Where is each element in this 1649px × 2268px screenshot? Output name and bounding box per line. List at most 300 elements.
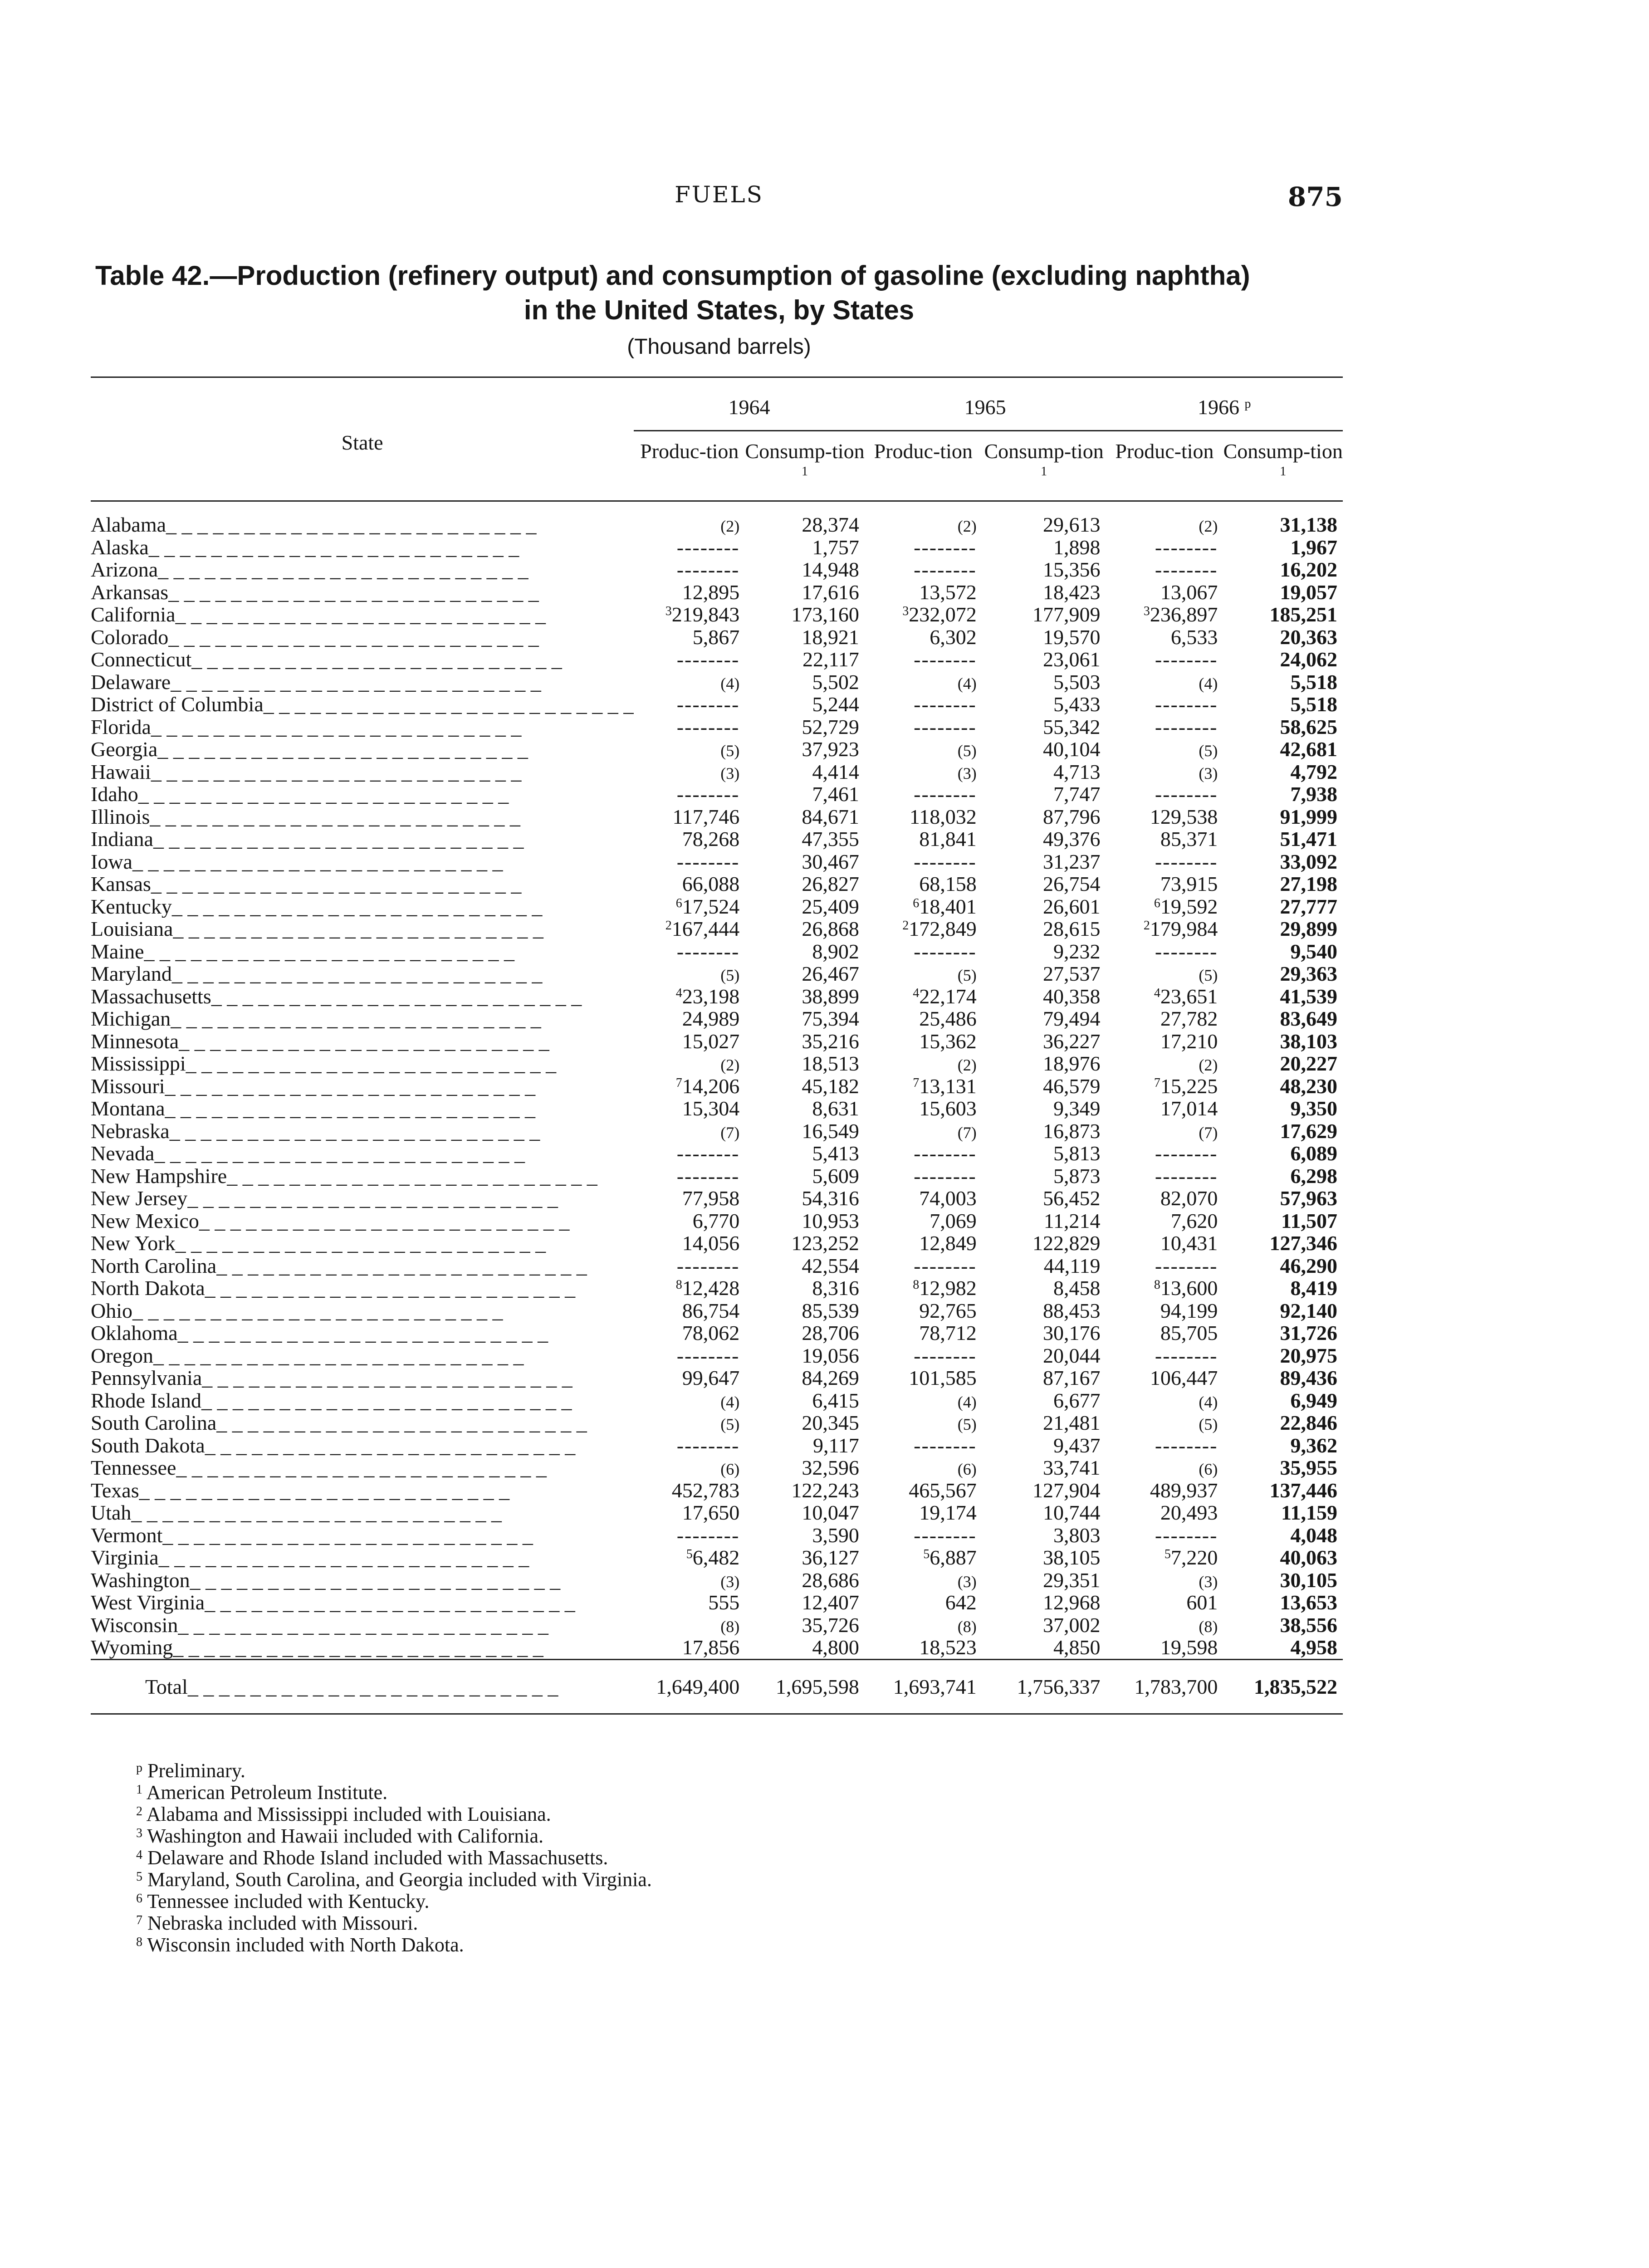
production-cell [1106, 581, 1223, 604]
consumption-cell [982, 738, 1106, 761]
production-cell [1106, 761, 1223, 783]
footnote-text: Tennessee included with Kentucky. [147, 1890, 430, 1912]
consumption-cell [1223, 648, 1343, 671]
footnote-ref: (7) [1199, 1123, 1218, 1142]
production-cell [865, 1614, 982, 1637]
production-cell [634, 1344, 745, 1367]
production-cell [634, 1075, 745, 1098]
state-label: New Jersey [91, 1187, 188, 1210]
consumption-cell [982, 1232, 1106, 1255]
cell-value: -------- [1155, 782, 1218, 806]
footnote-ref: (3) [720, 1572, 740, 1591]
consumption-cell [745, 558, 865, 581]
footnote-ref: 2 [902, 919, 909, 933]
cell-value: 28,686 [802, 1568, 859, 1592]
cell-value: 27,198 [1280, 872, 1337, 895]
production-cell [634, 693, 745, 716]
consumption-cell [1223, 1030, 1343, 1053]
cell-value: 17,629 [1280, 1119, 1337, 1143]
cell-value: 4,048 [1290, 1523, 1337, 1547]
production-cell [1106, 1322, 1223, 1344]
consumption-cell [1223, 581, 1343, 604]
state-name [91, 536, 634, 559]
cell-value: 82,070 [1160, 1187, 1218, 1210]
footnote [136, 1869, 1225, 1891]
state-name [91, 1501, 634, 1524]
state-label: Louisiana [91, 918, 173, 940]
consumption-cell [1223, 603, 1343, 626]
table-row [91, 1052, 1343, 1075]
cell-value: 179,984 [1150, 917, 1218, 940]
table-row [91, 1255, 1343, 1277]
leader-line: _ _ _ _ _ _ _ _ _ _ _ _ _ _ _ _ _ _ _ _ _ _ _ _ [199, 1209, 570, 1232]
cell-value: 87,167 [1043, 1366, 1101, 1389]
footnote-ref: 8 [913, 1278, 920, 1292]
total-cell: 1,693,741 [865, 1659, 982, 1714]
cell-value: -------- [676, 1523, 740, 1547]
consumption-cell [1223, 1232, 1343, 1255]
cell-value: 5,873 [1053, 1164, 1101, 1188]
cell-value: 27,777 [1280, 894, 1337, 918]
table-row [91, 1457, 1343, 1479]
cell-value: 13,067 [1160, 580, 1218, 604]
consumption-cell [745, 716, 865, 738]
footnote-ref: 3 [665, 604, 672, 618]
production-cell [634, 1232, 745, 1255]
state-label: Maine [91, 940, 144, 963]
production-cell [865, 1412, 982, 1434]
cell-value: 27,782 [1160, 1007, 1218, 1030]
table-row [91, 783, 1343, 806]
cell-value: 38,899 [802, 984, 859, 1008]
table-row [91, 1232, 1343, 1255]
cell-value: 465,567 [909, 1478, 977, 1502]
cell-value: 86,754 [682, 1299, 740, 1322]
footnote-ref: 6 [675, 896, 682, 910]
state-column-header: State [91, 378, 634, 501]
consumption-cell [745, 1030, 865, 1053]
production-cell [634, 985, 745, 1008]
total-cell: 1,649,400 [634, 1659, 745, 1714]
table-row [91, 1524, 1343, 1547]
table-row [91, 1479, 1343, 1502]
consumption-cell [982, 1501, 1106, 1524]
production-cell [1106, 1097, 1223, 1120]
production-cell [865, 693, 982, 716]
cell-value: 18,921 [802, 625, 859, 649]
state-name [91, 1030, 634, 1053]
cell-value: 17,524 [682, 894, 740, 918]
cell-value: 14,206 [682, 1074, 740, 1098]
state-name [91, 918, 634, 940]
production-cell [634, 1546, 745, 1569]
footnote-text: Nebraska included with Missouri. [147, 1912, 418, 1934]
state-name [91, 1052, 634, 1075]
cell-value: 42,681 [1280, 738, 1337, 761]
leader-line: _ _ _ _ _ _ _ _ _ _ _ _ _ _ _ _ _ _ _ _ _ _ _ _ [175, 1232, 546, 1255]
state-label: Texas [91, 1479, 139, 1501]
state-label: Minnesota [91, 1030, 179, 1052]
table-row [91, 963, 1343, 985]
state-label: Indiana [91, 828, 153, 850]
leader-line: _ _ _ _ _ _ _ _ _ _ _ _ _ _ _ _ _ _ _ _ _ _ _ _ [154, 1142, 525, 1165]
state-name [91, 603, 634, 626]
leader-line: _ _ _ _ _ _ _ _ _ _ _ _ _ _ _ _ _ _ _ _ _ _ _ _ [171, 963, 543, 985]
cell-value: 88,453 [1043, 1299, 1101, 1322]
state-name [91, 761, 634, 783]
state-name [91, 1479, 634, 1502]
state-label: Colorado [91, 626, 169, 648]
production-cell [1106, 1255, 1223, 1277]
consumption-cell [745, 1434, 865, 1457]
leader-line: _ _ _ _ _ _ _ _ _ _ _ _ _ _ _ _ _ _ _ _ _ _ _ _ [168, 581, 539, 603]
footnote-ref: 4 [1154, 986, 1160, 1000]
cell-value: 25,409 [802, 894, 859, 918]
consumption-cell [982, 918, 1106, 940]
production-cell [865, 918, 982, 940]
cell-value: 236,897 [1150, 603, 1218, 626]
table-row [91, 1007, 1343, 1030]
consumption-cell [982, 693, 1106, 716]
production-cell [1106, 1075, 1223, 1098]
consumption-cell [745, 1300, 865, 1322]
cell-value: 18,423 [1043, 580, 1101, 604]
leader-line: _ _ _ _ _ _ _ _ _ _ _ _ _ _ _ _ _ _ _ _ _ _ _ _ [165, 1075, 536, 1097]
consumption-cell [982, 1075, 1106, 1098]
cell-value: 45,182 [802, 1074, 859, 1098]
table-row [91, 873, 1343, 895]
consumption-cell [982, 1614, 1106, 1637]
leader-line: _ _ _ _ _ _ _ _ _ _ _ _ _ _ _ _ _ _ _ _ _ _ _ _ [151, 715, 522, 738]
consumption-cell [1223, 1210, 1343, 1232]
cell-value: 23,198 [682, 984, 740, 1008]
consumption-cell [745, 985, 865, 1008]
production-cell [634, 806, 745, 828]
state-label: Massachusetts [91, 985, 211, 1007]
year-header-1964: 1964 [634, 378, 865, 431]
footnote-ref: (8) [720, 1617, 740, 1636]
production-cell [865, 1277, 982, 1300]
production-cell [634, 603, 745, 626]
leader-line: _ _ _ _ _ _ _ _ _ _ _ _ _ _ _ _ _ _ _ _ _ _ _ _ [171, 1007, 541, 1030]
footnote-mark: 5 [136, 1870, 142, 1884]
production-cell [865, 1591, 982, 1614]
cell-value: 92,765 [919, 1299, 977, 1322]
cell-value: 99,647 [682, 1366, 740, 1389]
state-name [91, 501, 634, 536]
production-cell [1106, 850, 1223, 873]
cell-value: 4,958 [1290, 1636, 1337, 1659]
cell-value: -------- [676, 1254, 740, 1277]
state-name [91, 1277, 634, 1300]
cell-value: 22,846 [1280, 1411, 1337, 1434]
state-name [91, 1232, 634, 1255]
production-cell [865, 626, 982, 649]
cell-value: 78,268 [682, 827, 740, 850]
consumption-cell [1223, 1120, 1343, 1143]
cell-value: 38,105 [1043, 1546, 1101, 1569]
consumption-cell [745, 850, 865, 873]
cell-value: 40,104 [1043, 738, 1101, 761]
leader-line: _ _ _ _ _ _ _ _ _ _ _ _ _ _ _ _ _ _ _ _ _ _ _ _ [176, 1457, 547, 1479]
consumption-cell [1223, 940, 1343, 963]
cell-value: -------- [676, 648, 740, 671]
cell-value: 28,706 [802, 1321, 859, 1344]
leader-line: _ _ _ _ _ _ _ _ _ _ _ _ _ _ _ _ _ _ _ _ _ _ _ _ [191, 648, 562, 671]
footnote-ref: (4) [720, 674, 740, 693]
cell-value: -------- [1155, 939, 1218, 963]
production-cell [865, 828, 982, 850]
consumption-cell [745, 963, 865, 985]
cell-value: 7,620 [1170, 1209, 1218, 1232]
cell-value: 37,923 [802, 738, 859, 761]
footnote-ref: 8 [1154, 1278, 1160, 1292]
cell-value: 91,999 [1280, 805, 1337, 828]
production-cell [634, 648, 745, 671]
cell-value: 31,237 [1043, 850, 1101, 873]
footnote-ref: 3 [902, 604, 909, 618]
consumption-cell [1223, 536, 1343, 559]
total-cell: 1,695,598 [745, 1659, 865, 1714]
leader-line: _ _ _ _ _ _ _ _ _ _ _ _ _ _ _ _ _ _ _ _ _ _ _ _ [166, 513, 537, 536]
consumption-cell [1223, 1501, 1343, 1524]
cell-value: 16,873 [1043, 1119, 1101, 1143]
cell-value: 20,363 [1280, 625, 1337, 649]
consumption-cell [982, 1412, 1106, 1434]
title-line-2: in the United States, by States [524, 295, 915, 325]
consumption-cell [982, 648, 1106, 671]
state-label: Oklahoma [91, 1322, 178, 1344]
consumption-cell [982, 671, 1106, 694]
leader-line: _ _ _ _ _ _ _ _ _ _ _ _ _ _ _ _ _ _ _ _ _ _ _ _ [157, 738, 528, 761]
cell-value: 17,856 [682, 1636, 740, 1659]
cell-value: 85,371 [1160, 827, 1218, 850]
cell-value: 6,533 [1170, 625, 1218, 649]
consumption-cell [745, 1524, 865, 1547]
production-cell [865, 783, 982, 806]
footnote-mark: p [136, 1761, 142, 1775]
table-row [91, 626, 1343, 649]
production-cell [1106, 716, 1223, 738]
leader-line: _ _ _ _ _ _ _ _ _ _ _ _ _ _ _ _ _ _ _ _ _ _ _ _ [169, 1119, 540, 1142]
production-cell [634, 1524, 745, 1547]
leader-line: _ _ _ _ _ _ _ _ _ _ _ _ _ _ _ _ _ _ _ _ _ _ _ _ [165, 1097, 536, 1120]
production-cell [1106, 738, 1223, 761]
state-label: North Carolina [91, 1254, 217, 1277]
production-cell [865, 581, 982, 604]
leader-line: _ _ _ _ _ _ _ _ _ _ _ _ _ _ _ _ _ _ _ _ _ _ _ _ [186, 1052, 557, 1075]
footnote-text: American Petroleum Institute. [146, 1781, 388, 1804]
cell-value: 42,554 [802, 1254, 859, 1277]
production-cell [865, 873, 982, 895]
consumption-cell [745, 1389, 865, 1412]
cell-value: 21,481 [1043, 1411, 1101, 1434]
production-cell [634, 1412, 745, 1434]
cell-value: 601 [1186, 1591, 1218, 1614]
cell-value: 41,539 [1280, 984, 1337, 1008]
state-label: Illinois [91, 805, 150, 828]
footnote-ref: 7 [1154, 1075, 1160, 1090]
cell-value: 117,746 [672, 805, 740, 828]
production-cell [1106, 1187, 1223, 1210]
cell-value: -------- [914, 1164, 977, 1188]
consumption-cell [745, 940, 865, 963]
cell-value: 177,909 [1032, 603, 1101, 626]
cell-value: -------- [914, 1142, 977, 1165]
consumption-cell [982, 536, 1106, 559]
cell-value: 75,394 [802, 1007, 859, 1030]
cell-value: 37,002 [1043, 1613, 1101, 1637]
footnote [136, 1934, 1225, 1956]
leader-line: _ _ _ _ _ _ _ _ _ _ _ _ _ _ _ _ _ _ _ _ _ _ _ _ [131, 1501, 502, 1524]
year-header-1965: 1965 [865, 378, 1106, 431]
production-cell [1106, 1412, 1223, 1434]
cell-value: 11,214 [1043, 1209, 1101, 1232]
production-cell [634, 873, 745, 895]
table-units: (Thousand barrels) [627, 335, 811, 359]
production-cell [634, 558, 745, 581]
consumption-cell [1223, 626, 1343, 649]
state-label: Georgia [91, 738, 158, 761]
gasoline-table [91, 376, 1343, 1715]
cell-value: -------- [914, 1344, 977, 1367]
consumption-cell [745, 1007, 865, 1030]
production-cell [634, 783, 745, 806]
production-cell [634, 1210, 745, 1232]
table-row [91, 501, 1343, 536]
footnote-ref: 4 [913, 986, 920, 1000]
consumption-cell [982, 985, 1106, 1008]
production-cell [865, 1389, 982, 1412]
cell-value: 9,232 [1053, 939, 1101, 963]
state-label: Kansas [91, 873, 151, 895]
production-cell [1106, 1277, 1223, 1300]
production-cell [1106, 806, 1223, 828]
cell-value: 10,431 [1160, 1232, 1218, 1255]
state-label: Florida [91, 715, 151, 738]
table-row [91, 536, 1343, 559]
cell-value: 8,316 [812, 1276, 859, 1300]
footnote-ref: (5) [957, 1415, 977, 1433]
leader-line: _ _ _ _ _ _ _ _ _ _ _ _ _ _ _ _ _ _ _ _ _ _ _ _ [190, 1569, 561, 1591]
production-cell [1106, 671, 1223, 694]
production-cell [865, 1434, 982, 1457]
footnote-ref: (4) [720, 1393, 740, 1411]
state-name [91, 1142, 634, 1165]
consumption-cell [982, 873, 1106, 895]
cell-value: 55,342 [1043, 715, 1101, 738]
footnote-mark: 1 [136, 1783, 142, 1797]
cell-value: 17,210 [1160, 1029, 1218, 1053]
cell-value: 24,062 [1280, 648, 1337, 671]
year-header-row [91, 378, 1343, 431]
state-label: Mississippi [91, 1052, 186, 1075]
table-row [91, 693, 1343, 716]
production-cell [1106, 1052, 1223, 1075]
production-cell [634, 1636, 745, 1659]
cell-value: -------- [676, 693, 740, 716]
cell-value: 101,585 [909, 1366, 977, 1389]
footnote [136, 1760, 1225, 1782]
footnote-ref: (5) [1199, 1415, 1218, 1433]
cell-value: 78,062 [682, 1321, 740, 1344]
state-label: California [91, 603, 176, 626]
cell-value: 10,953 [802, 1209, 859, 1232]
cell-value: 6,089 [1290, 1142, 1337, 1165]
cell-value: -------- [676, 1142, 740, 1165]
production-cell [865, 1007, 982, 1030]
state-name [91, 1097, 634, 1120]
cell-value: 123,252 [791, 1232, 859, 1255]
production-cell [1106, 1030, 1223, 1053]
leader-line: _ _ _ _ _ _ _ _ _ _ _ _ _ _ _ _ _ _ _ _ _ _ _ _ [158, 558, 528, 581]
production-cell [1106, 1344, 1223, 1367]
consumption-cell [1223, 1434, 1343, 1457]
state-label: Alaska [91, 536, 149, 558]
footnote-ref: (3) [1199, 1572, 1218, 1591]
table-row [91, 895, 1343, 918]
state-name [91, 963, 634, 985]
state-label: Ohio [91, 1299, 132, 1322]
footnote-ref: (5) [1199, 742, 1218, 760]
cell-value: -------- [676, 535, 740, 559]
state-label: Washington [91, 1569, 190, 1591]
production-cell [865, 738, 982, 761]
production-cell [634, 1501, 745, 1524]
footnote-ref: 4 [675, 986, 682, 1000]
cell-value: 20,227 [1280, 1052, 1337, 1075]
cell-value: -------- [676, 850, 740, 873]
consumption-cell [1223, 1075, 1343, 1098]
footnote-text: Wisconsin included with North Dakota. [147, 1934, 464, 1956]
cell-value: 32,596 [802, 1456, 859, 1479]
table-row [91, 1344, 1343, 1367]
table-row [91, 940, 1343, 963]
footnote-ref: (5) [720, 742, 740, 760]
state-label: Arkansas [91, 581, 169, 603]
cell-value: 14,948 [802, 558, 859, 581]
production-cell [865, 648, 982, 671]
production-cell [865, 1636, 982, 1659]
cell-value: 35,216 [802, 1029, 859, 1053]
leader-line: _ _ _ _ _ _ _ _ _ _ _ _ _ _ _ _ _ _ _ _ _ _ _ _ [263, 693, 634, 716]
consumption-cell [745, 501, 865, 536]
cell-value: 84,269 [802, 1366, 859, 1389]
cell-value: 172,849 [909, 917, 977, 940]
footnote-ref: (2) [957, 1056, 977, 1074]
leader-line: _ _ _ _ _ _ _ _ _ _ _ _ _ _ _ _ _ _ _ _ _ _ _ _ [216, 1412, 587, 1434]
consumption-cell [745, 671, 865, 694]
state-name [91, 1457, 634, 1479]
footnote-ref: (2) [720, 1056, 740, 1074]
cell-value: 4,713 [1053, 760, 1101, 783]
production-cell [1106, 918, 1223, 940]
production-cell [1106, 895, 1223, 918]
cell-value: 12,982 [919, 1276, 977, 1300]
state-label: Total [145, 1675, 188, 1698]
state-label: Wisconsin [91, 1613, 178, 1636]
cell-value: -------- [914, 535, 977, 559]
state-label: Michigan [91, 1007, 171, 1030]
consumption-cell [1223, 873, 1343, 895]
footnote-text: Preliminary. [147, 1760, 245, 1782]
cell-value: -------- [914, 1433, 977, 1457]
cell-value: 9,540 [1290, 939, 1337, 963]
production-cell [1106, 501, 1223, 536]
table-row [91, 603, 1343, 626]
production-header: Produc-tion [1106, 431, 1223, 501]
consumption-cell [1223, 738, 1343, 761]
